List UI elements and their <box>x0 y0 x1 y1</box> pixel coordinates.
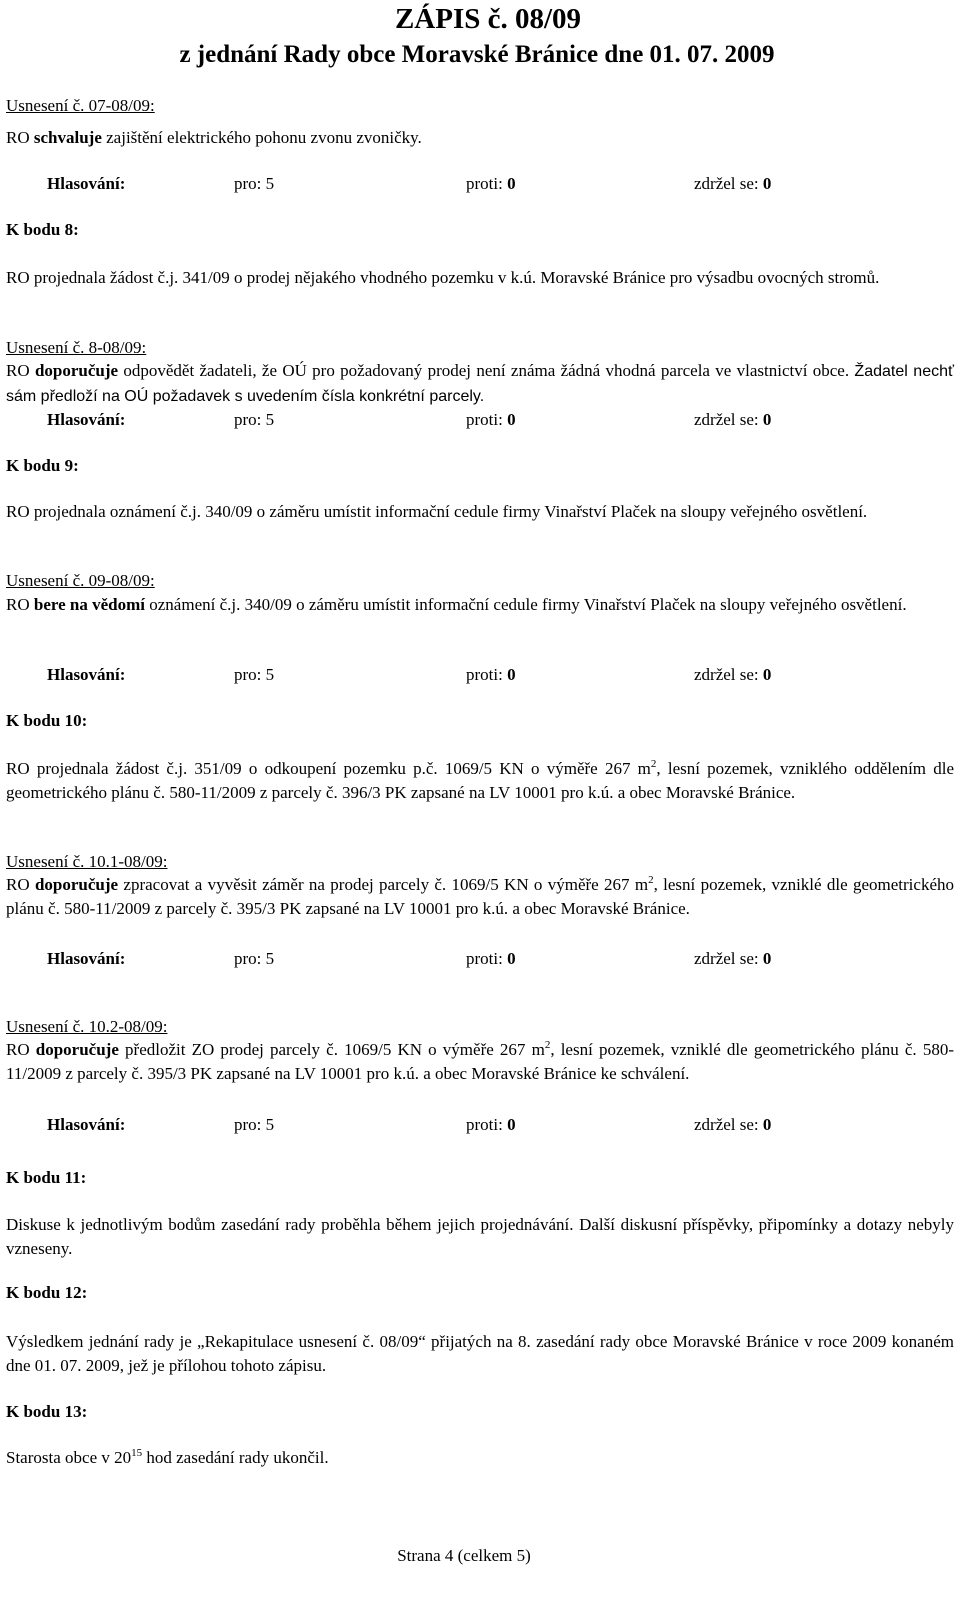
section-11-text: Diskuse k jednotlivým bodům zasedání rady proběhla během jejich projednávání. Další diskusní příspěvky, připomínky a dotazy nebyly vzneseny. <box>6 1215 954 1258</box>
vote-row: Hlasování: pro: 5 proti: 0 zdržel se: 0 <box>47 410 772 429</box>
vote-row: Hlasování: pro: 5 proti: 0 zdržel se: 0 <box>47 1115 772 1134</box>
section-8-heading: K bodu 8: <box>6 220 79 239</box>
resolution-10-1-label: Usnesení č. 10.1-08/09: <box>6 852 168 871</box>
resolution-9-text: RO bere na vědomí oznámení č.j. 340/09 o záměru umístit informační cedule firmy Vinařství Plaček na sloupy veřejného osvětlení. <box>6 595 907 614</box>
resolution-8-text: RO doporučuje odpovědět žadateli, že OÚ pro požadovaný prodej není známa žádná vhodná parcela ve vlastnictví obce. Žadatel nechť sám předloží na OÚ požadavek s uvedením čísla konkrétní parcely. <box>6 361 954 405</box>
resolution-8-label: Usnesení č. 8-08/09: <box>6 338 147 357</box>
section-12-text: Výsledkem jednání rady je „Rekapitulace usnesení č. 08/09“ přijatých na 8. zasedání rady obce Moravské Bránice v roce 2009 konaném dne 01. 07. 2009, jež je přílohou tohoto zápisu. <box>6 1332 954 1375</box>
resolution-10-2-text: RO doporučuje předložit ZO prodej parcely č. 1069/5 KN o výměře 267 $m^2$, lesní pozemek, vzniklé dle geometrického plánu č. 580-11/2009 z parcely č. 395/3 PK zapsané na LV 10001 pro k.ú. a obec Moravské Bránice ke schválení. <box>6 1039 954 1083</box>
section-10-text: RO projednala žádost č.j. 351/09 o odkoupení pozemku p.č. 1069/5 KN o výměře 267 $m^2$, lesní pozemek, vzniklého oddělením dle geometrického plánu č. 580-11/2009 z parcely č. 396/3 PK zapsané na LV 10001 pro k.ú. a obec Moravské Bránice. <box>6 758 954 802</box>
document-title: ZÁPIS č. 08/09 <box>394 3 582 35</box>
section-11-heading: K bodu 11: <box>6 1168 87 1187</box>
resolution-7-text: RO schvaluje zajištění elektrického pohonu zvonu zvoničky. <box>6 128 422 147</box>
document-subtitle: z jednání Rady obce Moravské Bránice dne 01. 07. 2009 <box>179 41 775 68</box>
vote-row: Hlasování: pro: 5 proti: 0 zdržel se: 0 <box>47 949 772 968</box>
resolution-10-1-text: RO doporučuje zpracovat a vyvěsit záměr na prodej parcely č. 1069/5 KN o výměře 267 $m^2$, lesní pozemek, vzniklé dle geometrického plánu č. 580-11/2009 z parcely č. 395/3 PK zapsané na LV 10001 pro k.ú. a obec Moravské Bránice. <box>6 874 954 918</box>
vote-row: Hlasování: pro: 5 proti: 0 zdržel se: 0 <box>47 174 772 193</box>
section-12-heading: K bodu 12: <box>6 1283 88 1302</box>
resolution-10-2-label: Usnesení č. 10.2-08/09: <box>6 1017 168 1036</box>
section-9-heading: K bodu 9: <box>6 456 79 475</box>
resolution-9-label: Usnesení č. 09-08/09: <box>6 571 155 590</box>
section-8-text: RO projednala žádost č.j. 341/09 o prodej nějakého vhodného pozemku v k.ú. Moravské Bránice pro výsadbu ovocných stromů. <box>6 268 880 287</box>
section-13-text: Starosta obce v $20^{15}$ hod zasedání rady ukončil. <box>6 1447 329 1467</box>
section-9-text: RO projednala oznámení č.j. 340/09 o záměru umístit informační cedule firmy Vinařství Plaček na sloupy veřejného osvětlení. <box>6 502 868 521</box>
page-number: Strana 4 (celkem 5) <box>397 1546 531 1565</box>
resolution-7-label: Usnesení č. 07-08/09: <box>6 96 155 115</box>
vote-row: Hlasování: pro: 5 proti: 0 zdržel se: 0 <box>47 665 772 684</box>
section-10-heading: K bodu 10: <box>6 711 88 730</box>
section-13-heading: K bodu 13: <box>6 1402 88 1421</box>
